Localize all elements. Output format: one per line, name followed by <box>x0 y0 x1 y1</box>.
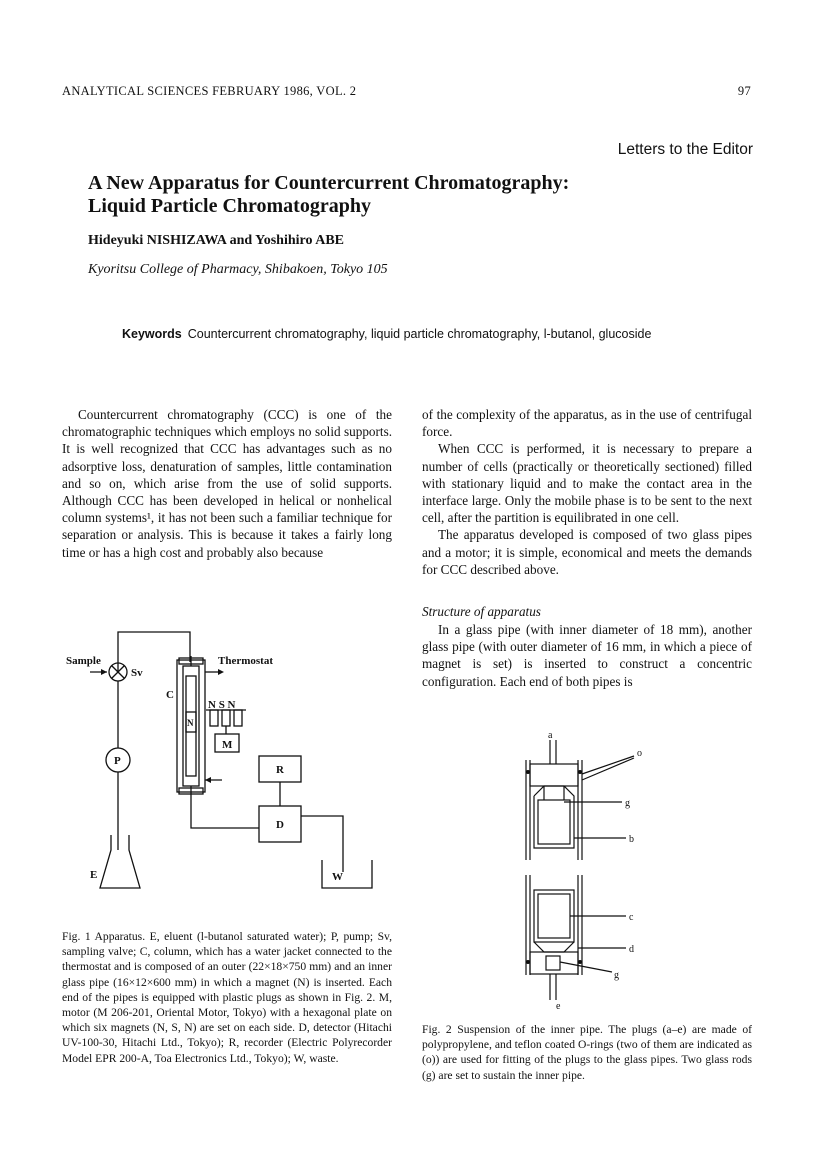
label-motor: M <box>222 739 233 751</box>
label-d: d <box>629 944 634 955</box>
label-pump: P <box>114 755 121 767</box>
label-g: g <box>625 798 630 809</box>
label-e: e <box>556 1001 561 1010</box>
running-header: ANALYTICAL SCIENCES FEBRUARY 1986, VOL. 2 <box>62 84 357 98</box>
figure-1-caption: Fig. 1 Apparatus. E, eluent (l-butanol saturated water); P, pump; Sv, sampling valve; C, column, which has a water jacket connected to the thermostat and is composed of an outer (22×18×750 mm) and an inner glass pipe (16×12×600 mm) in which a magnet (N) is inserted. Each end of the pipes is equipped with plastic plugs as shown in Fig. 2. M, motor (M 206-201, Oriental Motor, Tokyo) with a hexagonal plate on which six magnets (N, S, N) are set on each side. D, detector (Hitachi UV-100-30, Hitachi Ltd., Tokyo); R, recorder (Electric Polyrecorder Model EPR 200-A, Toa Electronics Ltd., Tokyo); W, waste. <box>62 930 392 1065</box>
figure-2-suspension <box>500 730 660 1010</box>
label-c: c <box>629 912 634 923</box>
paragraph: The apparatus developed is composed of two glass pipes and a motor; it is simple, economical and meets the demands for CCC described above. <box>422 527 752 577</box>
keywords-list: Countercurrent chromatography, liquid particle chromatography, l-butanol, glucoside <box>187 327 652 341</box>
keywords-label: Keywords <box>122 327 182 341</box>
label-column: C <box>166 689 174 701</box>
label-magnet: N <box>187 718 194 728</box>
body-column-2 <box>422 406 752 578</box>
title-line-2: Liquid Particle Chromatography <box>88 195 371 217</box>
paragraph: In a glass pipe (with inner diameter of 18 mm), another glass pipe (with outer diameter of 16 mm, in which a piece of magnet is set) is inserted to construct a concentric configuration. Each end of both pipes is <box>422 622 752 689</box>
authors: Hideyuki NISHIZAWA and Yoshihiro ABE <box>88 233 344 248</box>
label-b: b <box>629 834 634 845</box>
affiliation: Kyoritsu College of Pharmacy, Shibakoen, Tokyo 105 <box>88 262 388 277</box>
label-nsn: N S N <box>208 699 236 711</box>
label-thermostat: Thermostat <box>218 655 273 667</box>
keywords <box>122 327 651 341</box>
label-sv: Sv <box>131 667 143 679</box>
paragraph: Countercurrent chromatography (CCC) is one of the chromatographic techniques which employs no solid supports. It is well recognized that CCC has advantages such as no adsorptive loss, denaturation of samples, little contamination and so on, which arise from the use of solid supports. Although CCC has been developed in helical or nonhelical column systems¹, it has not been such a familiar technique for separation or analysis. This is because it takes a fairly long time or has a high cost and probably also because <box>62 407 392 560</box>
figure-2-caption: Fig. 2 Suspension of the inner pipe. The plugs (a–e) are made of polypropylene, and teflon coated O-rings (two of them are indicated as (o)) are used for fitting of the plugs to the glass pipes. Two glass rods (g) are set to sustain the inner pipe. <box>422 1023 752 1082</box>
label-g2: g <box>614 970 619 981</box>
section-label: Letters to the Editor <box>617 141 753 158</box>
body-column-2-continued <box>422 621 752 690</box>
label-a: a <box>548 730 553 741</box>
page-number: 97 <box>737 84 751 98</box>
label-recorder: R <box>276 764 284 776</box>
label-eluent: E <box>90 869 98 881</box>
subheading: Structure of apparatus <box>422 604 541 619</box>
title-line-1: A New Apparatus for Countercurrent Chromatography: <box>88 172 570 194</box>
label-detector: D <box>276 819 284 831</box>
article-title <box>88 172 728 218</box>
paragraph: of the complexity of the apparatus, as in the use of centrifugal force. <box>422 407 752 440</box>
label-sample: Sample <box>66 655 101 667</box>
figure-1-apparatus <box>60 620 400 900</box>
body-column-1 <box>62 406 392 561</box>
label-o: o <box>637 748 642 759</box>
paragraph: When CCC is performed, it is necessary to prepare a number of cells (practically or theoretically sectioned) filled with stationary liquid and to make the contact area in the interface large. Only the mobile phase is to be sent to the next cell, after the partition is equilibrated in one cell. <box>422 441 752 526</box>
label-waste: W <box>332 871 343 883</box>
